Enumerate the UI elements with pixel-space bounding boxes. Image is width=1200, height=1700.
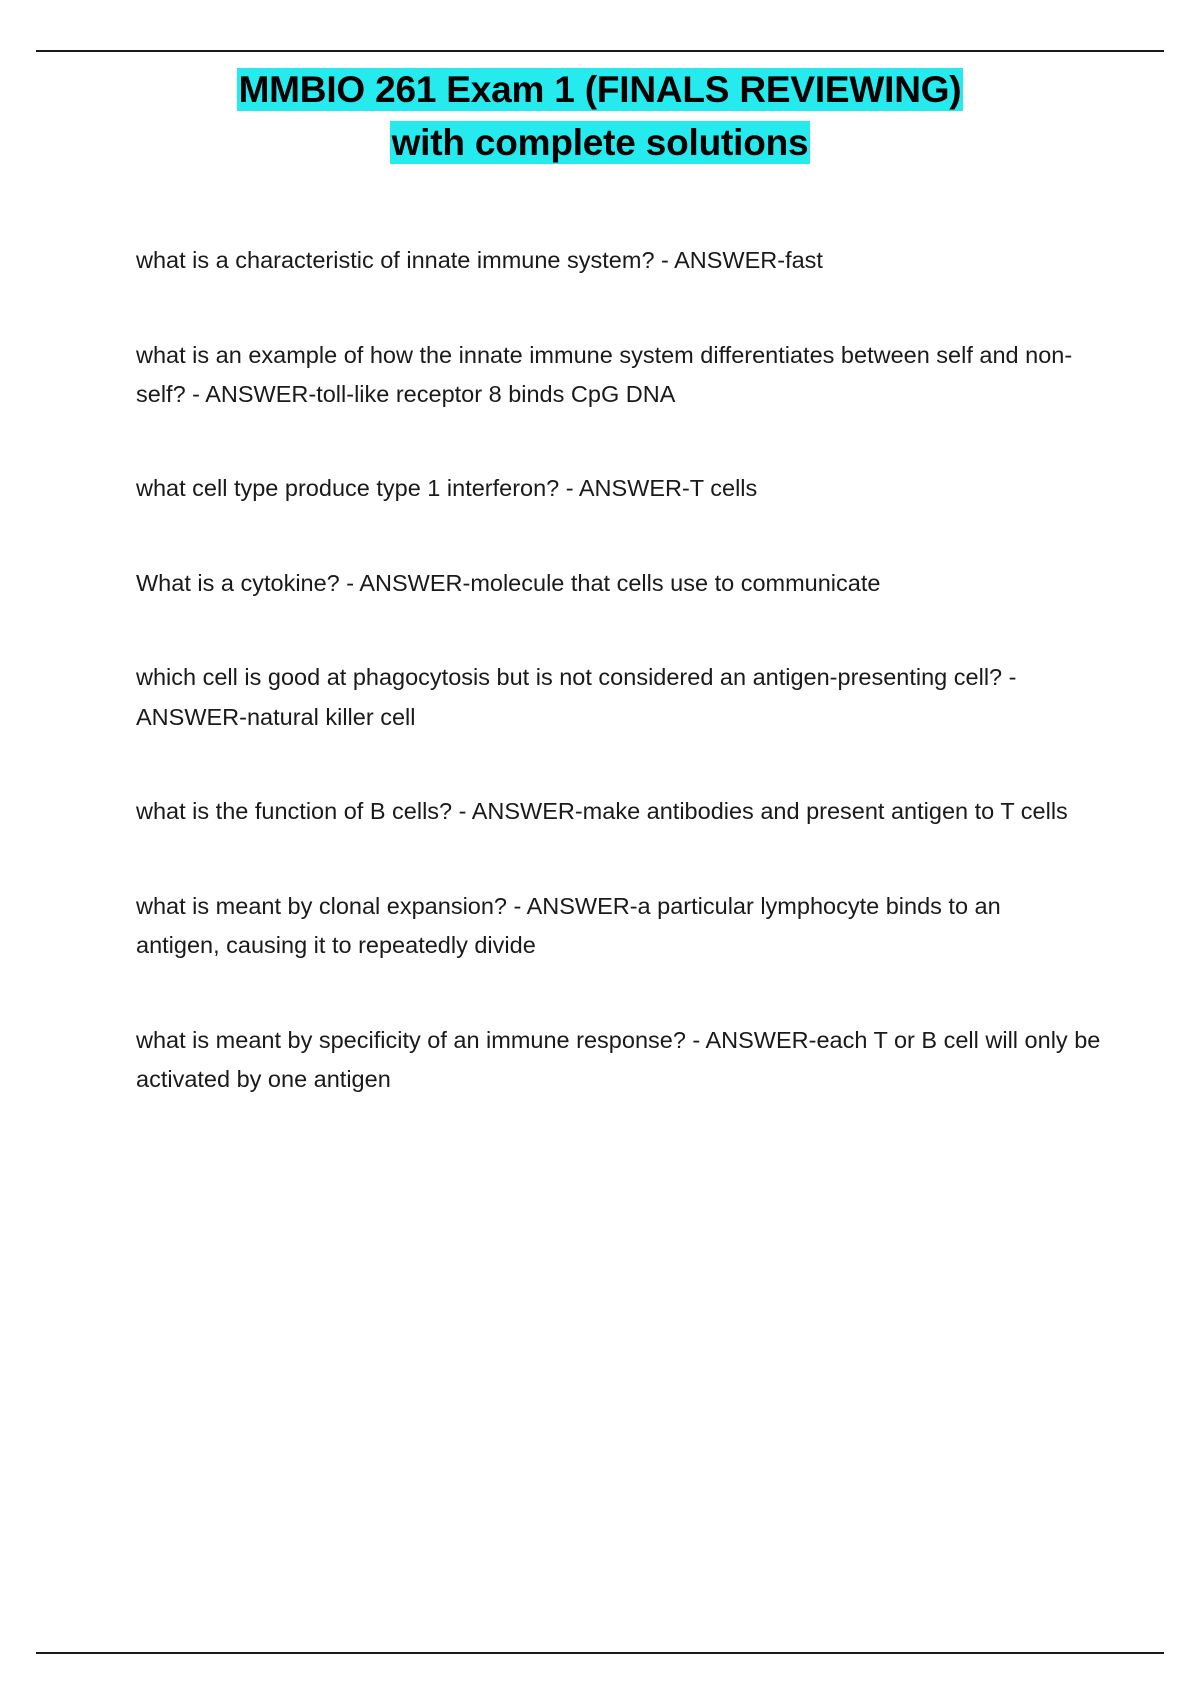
qa-item: what cell type produce type 1 interferon? - ANSWER-T cells bbox=[136, 475, 758, 502]
qa-list bbox=[70, 241, 1130, 1100]
page-title-line-2: with complete solutions bbox=[391, 121, 809, 163]
qa-item: what is meant by specificity of an immune response? - ANSWER-each T or B cell will only be activated by one antigen bbox=[136, 1026, 1101, 1093]
qa-item: what is a characteristic of innate immune system? - ANSWER-fast bbox=[136, 247, 823, 274]
qa-item: what is meant by clonal expansion? - ANSWER-a particular lymphocyte binds to an antigen, causing it to repeatedly divide bbox=[136, 892, 1001, 959]
qa-item: what is an example of how the innate immune system differentiates between self and non-self? - ANSWER-toll-like receptor 8 binds CpG DNA bbox=[136, 341, 1073, 407]
page-title-line-1: MMBIO 261 Exam 1 (FINALS REVIEWING) bbox=[238, 69, 962, 110]
page-title bbox=[70, 50, 1130, 169]
footer-divider bbox=[36, 1652, 1164, 1654]
qa-item: what is the function of B cells? - ANSWER-make antibodies and present antigen to T cells bbox=[136, 798, 1068, 825]
qa-item: which cell is good at phagocytosis but is not considered an antigen-presenting cell? - ANSWER-natural killer cell bbox=[136, 664, 1017, 730]
document-content bbox=[0, 50, 1200, 1155]
qa-item: What is a cytokine? - ANSWER-molecule that cells use to communicate bbox=[136, 569, 881, 596]
